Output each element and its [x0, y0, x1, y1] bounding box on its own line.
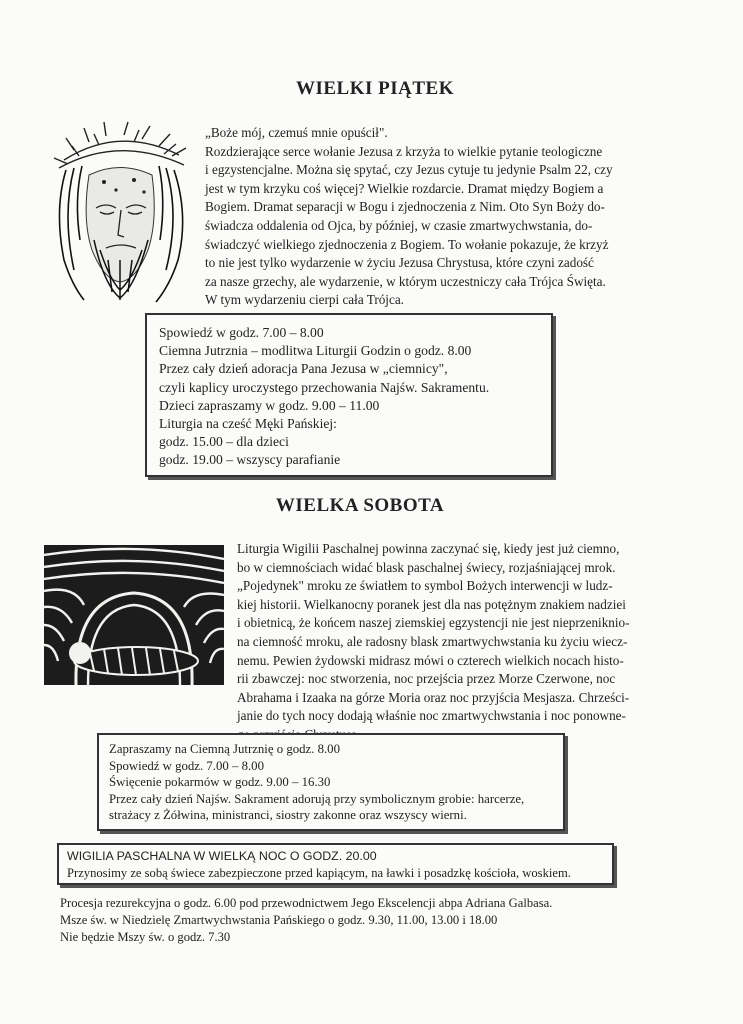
- footer-line: Procesja rezurekcyjna o godz. 6.00 pod przewodnictwem Jego Ekscelencji abpa Adriana Galbasa.: [60, 896, 553, 910]
- schedule-line: Liturgia na cześć Męki Pańskiej:: [159, 416, 337, 432]
- holy-saturday-title: WIELKA SOBOTA: [275, 495, 445, 516]
- schedule-line: godz. 19.00 – wszyscy parafianie: [159, 452, 341, 468]
- good-friday-paragraph: „Boże mój, czemuś mnie opuścił". Rozdzierające serce wołanie Jezusa z krzyża to wielkie pytanie teologiczne i egzystencjalne. Można się spytać, czy Jezus cytuje tu jedynie Psalm 22, czy jest w tym krzyku coś więcej? Wielkie rozdarcie. Dramat między Bogiem a Bogiem. Dramat separacji w Bogu i zjednoczenia z Nim. Oto Syn Boży do- świadcza oddalenia od Ojca, by później, w czasie zmartwychwstania, do- świadczyć wielkiego zjednoczenia z Bogiem. To wołanie pokazuje, że krzyż to nie jest tylko wydarzenie w życiu Jezusa Chrystusa, które czyni zadość za nasze grzechy, ale wydarzenie, w którym uczestniczy cała Trójca Święta. W tym wydarzeniu cierpi cała Trójca.: [205, 125, 613, 308]
- holy-saturday-paragraph: Liturgia Wigilii Paschalnej powinna zaczynać się, kiedy jest już ciemno, bo w ciemnościach widać blask paschalnej świecy, rozjaśniającej mrok. „Pojedynek" mroku ze światłem to symbol Bożych interwencji w ludz- kiej historii. Wielkanocny poranek jest dla nas potężnym znakiem nadziei i obietnicą, że końcem naszej ziemskiej egzystencji nie jest nieprzeniknio- na ciemność mroku, ale radosny blask zmartwychwstania ku życiu wiecz- nemu. Pewien żydowski midrasz mówi o czterech wielkich nocach histo- rii zbawczej: noc stworzenia, noc przejścia przez Morze Czerwone, noc Abrahama i Izaaka na górze Moria oraz noc przyjścia Mesjasza. Chrześci- janie do tych nocy dodają właśnie noc zmartwychwstania i noc ponowne-: [237, 541, 630, 724]
- footer-notes: [60, 895, 680, 946]
- footer-line: Msze św. w Niedzielę Zmartwychwstania Pańskiego o godz. 9.30, 11.00, 13.00 i 18.00: [60, 913, 498, 927]
- tomb-illustration: [44, 545, 224, 685]
- schedule-line: strażacy z Żółwina, ministranci, siostry zakonne oraz wszyscy wierni.: [109, 808, 467, 823]
- schedule-line: Spowiedź w godz. 7.00 – 8.00: [109, 758, 264, 773]
- schedule-line: Spowiedź w godz. 7.00 – 8.00: [159, 325, 324, 340]
- schedule-line: Ciemna Jutrznia – modlitwa Liturgii Godzin o godz. 8.00: [159, 343, 472, 359]
- good-friday-title: WIELKI PIĄTEK: [295, 78, 454, 99]
- schedule-line: Święcenie pokarmów w godz. 9.00 – 16.30: [109, 775, 331, 790]
- schedule-line: godz. 15.00 – dla dzieci: [159, 434, 289, 450]
- schedule-line: Zapraszamy na Ciemną Jutrznię o godz. 8.00: [109, 742, 340, 756]
- vigil-note: Przynosimy ze sobą świece zabezpieczone przed kapiącym, na ławki i posadzkę kościoła, woskiem.: [67, 865, 571, 880]
- good-friday-schedule-box: [145, 313, 553, 477]
- schedule-line: Dzieci zapraszamy w godz. 9.00 – 11.00: [159, 397, 380, 413]
- holy-saturday-schedule-box: [97, 733, 565, 831]
- schedule-line: Przez cały dzień Najśw. Sakrament adorują przy symbolicznym grobie: harcerze,: [109, 791, 525, 806]
- vigil-heading: WIGILIA PASCHALNA W WIELKĄ NOC O GODZ. 20.00: [67, 849, 377, 863]
- footer-line: Nie będzie Mszy św. o godz. 7.30: [60, 930, 231, 944]
- easter-vigil-box: [57, 843, 614, 885]
- schedule-line: Przez cały dzień adoracja Pana Jezusa w „ciemnicy",: [159, 361, 448, 377]
- christ-crown-of-thorns-illustration: [44, 120, 194, 308]
- schedule-line: czyli kaplicy uroczystego przechowania Najśw. Sakramentu.: [159, 379, 490, 395]
